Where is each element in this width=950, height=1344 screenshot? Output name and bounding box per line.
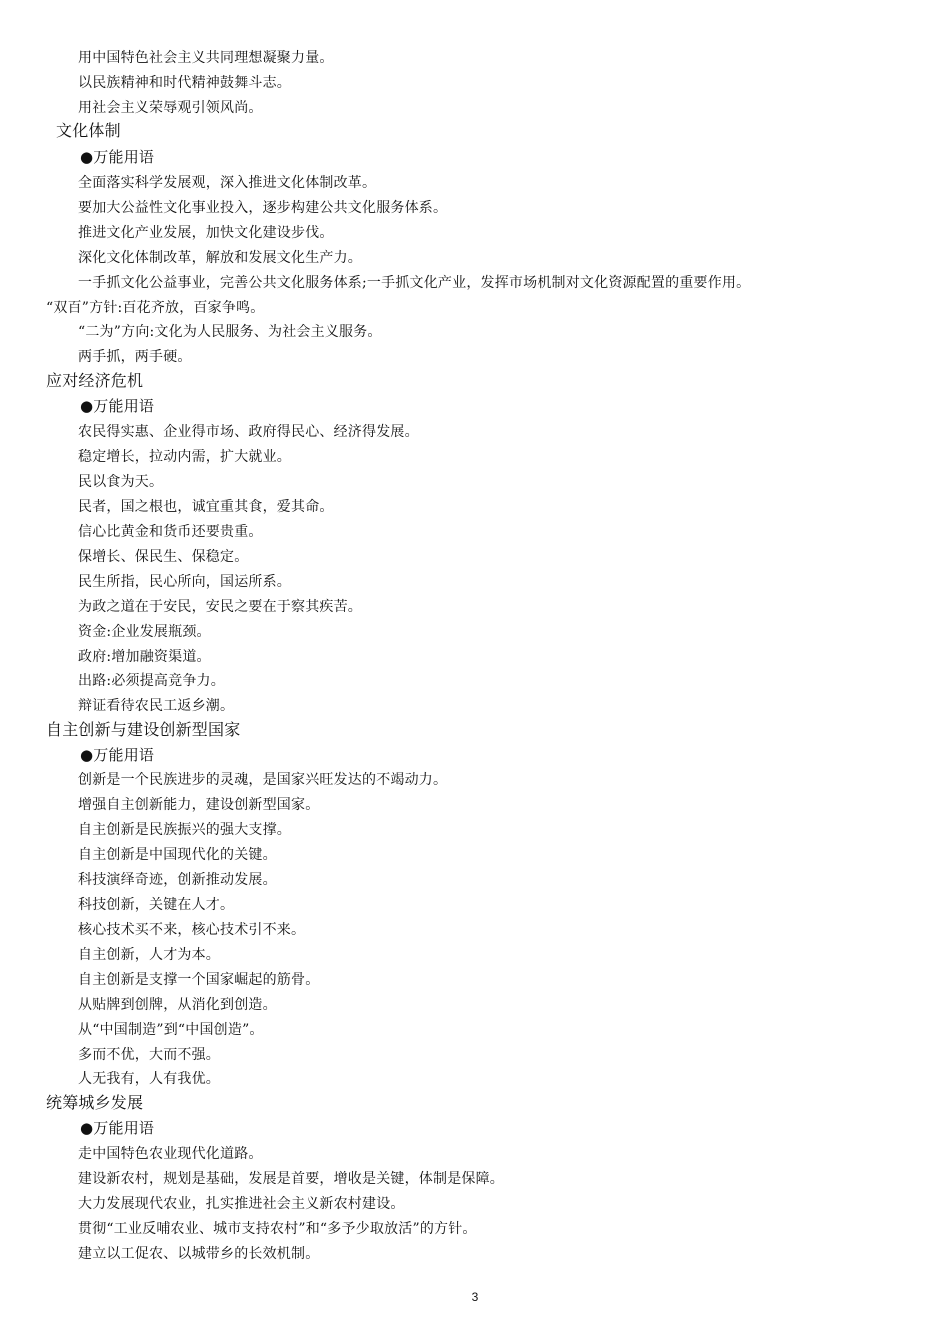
text-line: 核心技术买不来，核心技术引不来。 — [78, 922, 306, 938]
text-line: 大力发展现代农业，扎实推进社会主义新农村建设。 — [78, 1196, 405, 1212]
section-heading: 文化体制 — [56, 121, 121, 140]
text-line: 走中国特色农业现代化道路。 — [78, 1146, 263, 1162]
text-line: 以民族精神和时代精神鼓舞斗志。 — [78, 75, 291, 91]
text-line: 自主创新，人才为本。 — [78, 947, 220, 963]
text-line: 资金:企业发展瓶颈。 — [78, 624, 211, 640]
text-line: 保增长、保民生、保稳定。 — [78, 549, 249, 565]
text-line: 两手抓，两手硬。 — [78, 349, 192, 365]
text-line: 自主创新是中国现代化的关键。 — [78, 847, 277, 863]
text-line: 辩证看待农民工返乡潮。 — [78, 698, 235, 714]
text-line: “二为”方向:文化为人民服务、为社会主义服务。 — [78, 324, 382, 340]
section-heading: 统筹城乡发展 — [46, 1093, 144, 1112]
text-line: 推进文化产业发展，加快文化建设步伐。 — [78, 225, 334, 241]
text-line: 自主创新是民族振兴的强大支撑。 — [78, 822, 291, 838]
text-line: 稳定增长，拉动内需，扩大就业。 — [78, 449, 291, 465]
text-line: 农民得实惠、企业得市场、政府得民心、经济得发展。 — [78, 424, 419, 440]
text-line: 信心比黄金和货币还要贵重。 — [78, 524, 263, 540]
bullet-subheading: ●万能用语 — [80, 148, 155, 166]
bullet-subheading: ●万能用语 — [80, 746, 155, 764]
text-line: “双百”方针:百花齐放，百家争鸣。 — [46, 300, 265, 316]
text-line: 从“中国制造”到“中国创造”。 — [78, 1022, 264, 1038]
text-line: 创新是一个民族进步的灵魂，是国家兴旺发达的不竭动力。 — [78, 772, 448, 788]
text-line: 民以食为天。 — [78, 474, 164, 490]
bullet-subheading: ●万能用语 — [80, 1119, 155, 1137]
text-line: 要加大公益性文化事业投入，逐步构建公共文化服务体系。 — [78, 200, 448, 216]
page-number: 3 — [471, 1290, 479, 1304]
text-line: 深化文化体制改革，解放和发展文化生产力。 — [78, 250, 362, 266]
text-line: 贯彻“工业反哺农业、城市支持农村”和“多予少取放活”的方针。 — [78, 1221, 477, 1237]
text-line: 用社会主义荣辱观引领风尚。 — [78, 100, 263, 116]
text-line: 增强自主创新能力，建设创新型国家。 — [78, 797, 320, 813]
text-line: 科技创新，关键在人才。 — [78, 897, 235, 913]
text-line: 建设新农村，规划是基础，发展是首要，增收是关键，体制是保障。 — [78, 1171, 504, 1187]
text-line: 自主创新是支撑一个国家崛起的筋骨。 — [78, 972, 320, 988]
section-heading: 应对经济危机 — [46, 371, 144, 390]
text-line: 建立以工促农、以城带乡的长效机制。 — [78, 1246, 320, 1262]
text-line: 一手抓文化公益事业，完善公共文化服务体系;一手抓文化产业，发挥市场机制对文化资源配置的重要作用。 — [78, 275, 751, 291]
text-line: 民生所指，民心所向，国运所系。 — [78, 574, 291, 590]
text-line: 人无我有，人有我优。 — [78, 1071, 220, 1087]
text-line: 从贴牌到创牌，从消化到创造。 — [78, 997, 277, 1013]
section-heading: 自主创新与建设创新型国家 — [46, 720, 241, 739]
text-line: 为政之道在于安民，安民之要在于察其疾苦。 — [78, 599, 362, 615]
text-line: 科技演绎奇迹，创新推动发展。 — [78, 872, 277, 888]
text-line: 多而不优，大而不强。 — [78, 1047, 220, 1063]
text-line: 用中国特色社会主义共同理想凝聚力量。 — [78, 50, 334, 66]
text-line: 民者，国之根也，诚宜重其食，爱其命。 — [78, 499, 334, 515]
text-line: 出路:必须提高竞争力。 — [78, 673, 225, 689]
text-line: 政府:增加融资渠道。 — [78, 649, 211, 665]
text-line: 全面落实科学发展观，深入推进文化体制改革。 — [78, 175, 377, 191]
bullet-subheading: ●万能用语 — [80, 397, 155, 415]
